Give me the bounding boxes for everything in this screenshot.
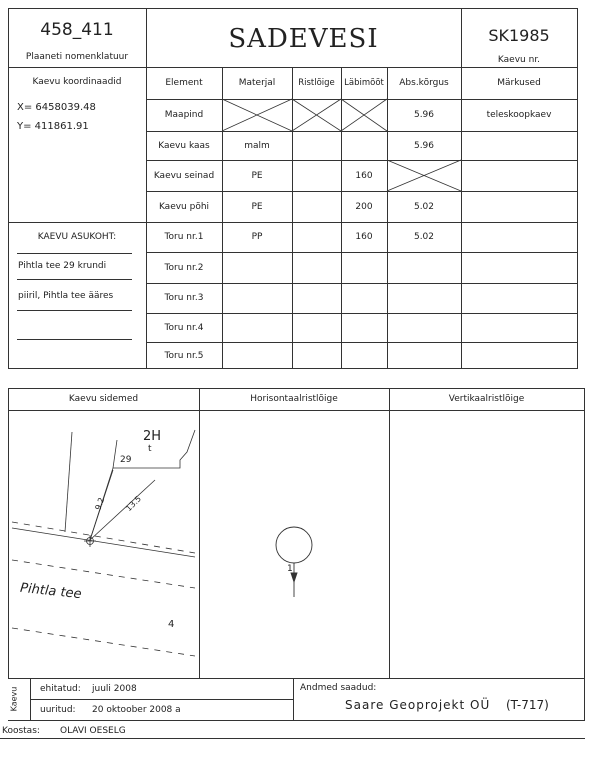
row-material: PP [251, 232, 263, 242]
data-source-label: Andmed saadud: [300, 683, 377, 693]
coordinate-x: X= 6458039.48 [17, 102, 96, 113]
coordinates-caption: Kaevu koordinaadid [32, 77, 122, 87]
distance-a: 9.2 [93, 496, 107, 512]
footer-side-label: Kaevu [9, 686, 19, 712]
well-caption: Kaevu nr. [497, 55, 541, 65]
location-line-2: piiril, Pihtla tee ääres [18, 291, 114, 301]
col-header-notes: Märkused [497, 78, 541, 88]
well-number: SK1985 [488, 26, 550, 45]
coordinate-y: Y= 411861.91 [17, 121, 89, 132]
author-value: OLAVI OESELG [60, 726, 126, 736]
row-element: Kaevu kaas [158, 141, 210, 151]
row-element: Toru nr.1 [164, 232, 204, 242]
pipe-label: 1 [287, 564, 293, 574]
sheet-caption: Plaaneti nomenklatuur [25, 52, 129, 62]
house-number: 4 [168, 619, 175, 630]
row-height: 5.02 [413, 232, 435, 242]
distance-29: 29 [120, 455, 132, 465]
row-height: 5.96 [413, 110, 435, 120]
data-source-code: (T-717) [506, 698, 549, 712]
col-header-material: Materjal [238, 78, 276, 88]
row-height: 5.02 [413, 202, 435, 212]
row-diameter: 200 [355, 202, 373, 212]
table-row: Toru nr.5 [164, 351, 204, 361]
plot-label: 2H [143, 429, 162, 444]
data-source-value: Saare Geoprojekt OÜ [345, 698, 491, 712]
location-caption: KAEVU ASUKOHT: [37, 232, 117, 242]
row-height: 5.96 [413, 141, 435, 151]
sheet-number: 458_411 [40, 20, 114, 40]
row-element: Kaevu seinad [153, 171, 215, 181]
col-header-diameter: Läbimõõt [344, 78, 384, 88]
col-header-element: Element [165, 78, 203, 88]
plot-sublabel: t [148, 444, 152, 454]
row-element: Maapind [164, 110, 204, 120]
location-line-1: Pihtla tee 29 krundi [18, 261, 107, 271]
document-title: SADEVESI [228, 24, 379, 54]
row-material: PE [251, 202, 263, 212]
row-diameter: 160 [355, 232, 373, 242]
row-notes: teleskoopkaev [486, 110, 552, 120]
author-label: Koostas: [2, 726, 40, 736]
col-header-height: Abs.kõrgus [399, 78, 449, 88]
surveyed-value: 20 oktoober 2008 a [92, 705, 181, 715]
surveyed-label: uuritud: [40, 705, 76, 715]
row-material: malm [244, 141, 270, 151]
drawing-caption-links: Kaevu sidemed [68, 394, 139, 404]
table-row: Toru nr.2 [164, 263, 204, 273]
built-label: ehitatud: [40, 684, 81, 694]
drawing-caption-horizontal: Horisontaalristlõige [250, 394, 338, 404]
distance-b: 13.5 [124, 494, 144, 514]
drawing-caption-vertical: Vertikaalristlõige [448, 394, 525, 404]
row-element: Kaevu põhi [158, 202, 210, 212]
row-material: PE [251, 171, 263, 181]
street-label: Pihtla tee [19, 580, 83, 603]
table-row: Toru nr.4 [164, 323, 204, 333]
col-header-section: Ristlõige [298, 78, 335, 88]
row-diameter: 160 [355, 171, 373, 181]
table-row: Toru nr.3 [164, 293, 204, 303]
built-value: juuli 2008 [92, 684, 137, 694]
